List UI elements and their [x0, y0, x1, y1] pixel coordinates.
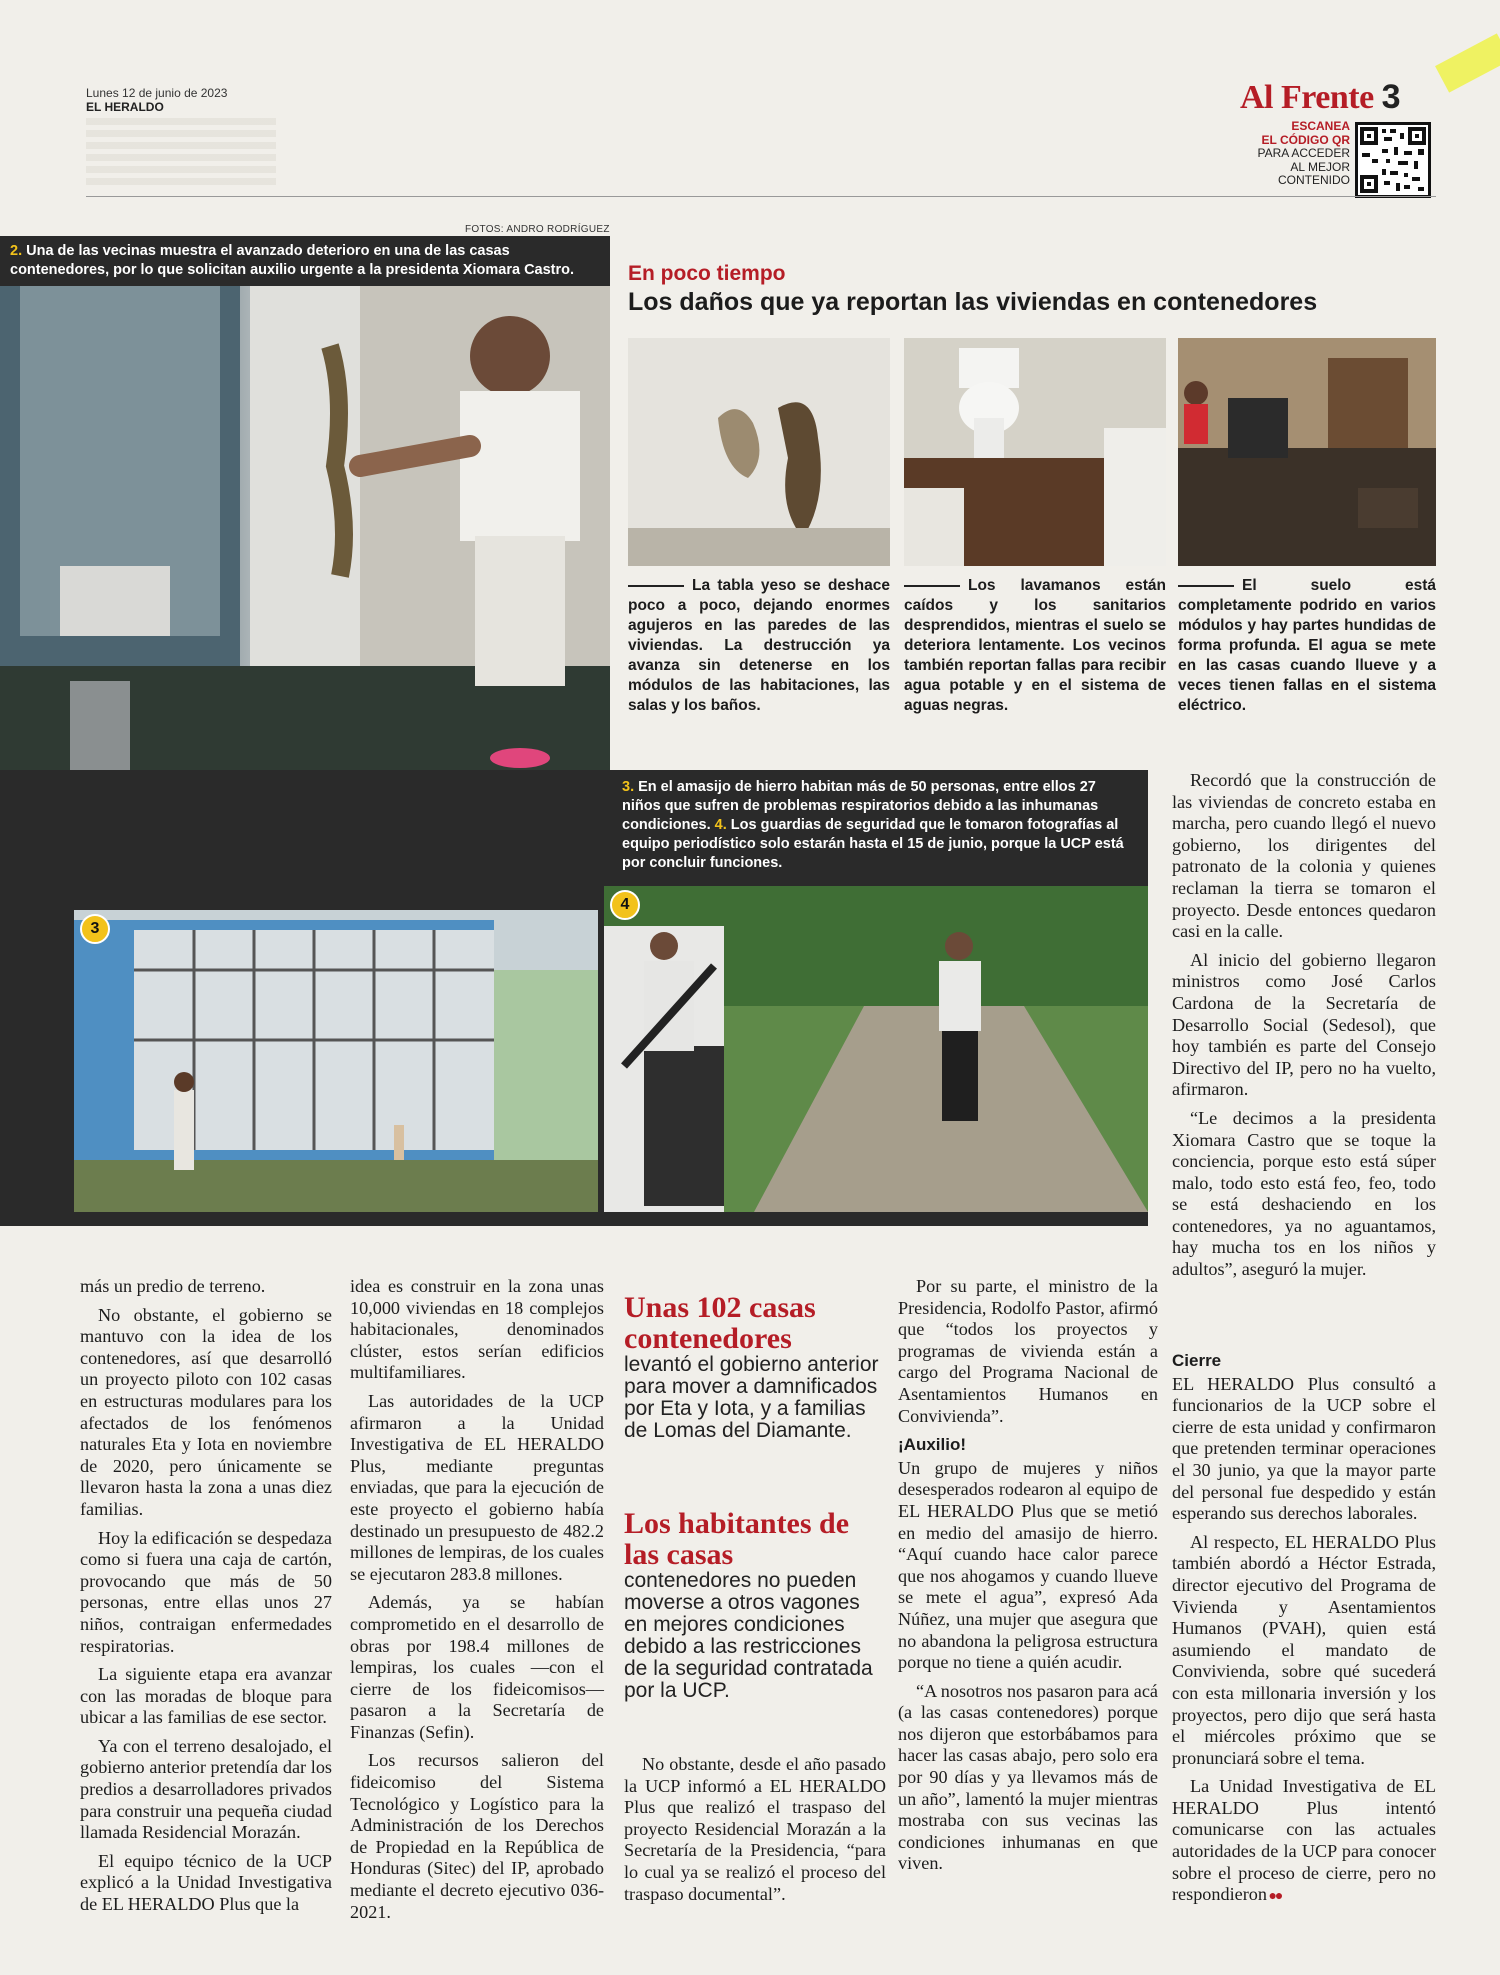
- article-column-3-bottom: [624, 1754, 886, 1912]
- pull-quote-highlight: Unas 102 casas contenedores: [624, 1291, 816, 1355]
- caption-text: El suelo está completamente podrido en varios módulos y hay partes hundidas de forma profunda. El agua se mete en las casas cuando llueve y a veces tienen fallas en el sistema eléctrico.: [1178, 577, 1436, 714]
- paragraph: “Le decimos a la presidenta Xiomara Castro que se toque la conciencia, porque esto está súper malo, todo esto está feo, feo, todo se está deshaciendo en los contenedores, ya no aguantamos, hay mucha tos en los niños y adultos”, aseguró la mujer.: [1172, 1107, 1436, 1280]
- photo-badge-3: 3: [80, 914, 110, 944]
- section-name: Al Frente: [1240, 79, 1374, 116]
- caption-rule: [904, 585, 960, 587]
- paragraph: “A nosotros nos pasaron para acá (a las casas contenedores) porque nos dijeron que estorbábamos para hacer las casas abajo, pero solo era por 90 días y ya llevamos más de un año”, lamentó la mujer mientras mostraba con sus vecinas las condiciones inhumanas en que viven.: [898, 1680, 1158, 1874]
- pull-quote-highlight: Los habitantes de las casas: [624, 1507, 850, 1571]
- caption-rule: [628, 585, 684, 587]
- caption-number: 2.: [10, 243, 23, 259]
- paragraph: La siguiente etapa era avanzar con las moradas de bloque para ubicar a las familias de ese sector.: [80, 1664, 332, 1728]
- article-column-4: [898, 1276, 1158, 1882]
- photo-security-guards: [604, 886, 1148, 1212]
- gallery-caption-1: [628, 576, 890, 716]
- photo-badge-4: 4: [610, 890, 640, 920]
- subhead: Cierre: [1172, 1351, 1222, 1370]
- paragraph: idea es construir en la zona unas 10,000 viviendas en 18 complejos habitacionales, denominados clúster, estos serían edificios multifamiliares.: [350, 1276, 604, 1383]
- pull-quote-2: [624, 1508, 886, 1702]
- page-date: Lunes 12 de junio de 2023: [86, 86, 228, 100]
- article-column-5: [1172, 1344, 1436, 1915]
- paragraph: Recordó que la construcción de las viviendas de concreto estaba en marcha, pero cuando llegó el nuevo gobierno, los dirigentes del patronato de la colonia y quienes reclaman la tierra se tomaron el proyecto. Desde entonces quedaron casi en la calle.: [1172, 770, 1436, 942]
- qr-prompt: [1225, 120, 1350, 188]
- photo-broken-toilet-art: [904, 338, 1166, 566]
- paragraph: Las autoridades de la UCP afirmaron a la Unidad Investigativa de EL HERALDO Plus, mediante preguntas enviadas, que para la ejecución de este proyecto el gobierno había destinado un presupuesto de 482.2 millones de lempiras, de los cuales se ejecutaron 283.8 millones.: [350, 1390, 604, 1584]
- caption-rule: [1178, 585, 1234, 587]
- caption-text: Una de las vecinas muestra el avanzado deterioro en una de las casas contenedores, por lo que solicitan auxilio urgente a la presidenta Xiomara Castro.: [10, 243, 575, 278]
- gallery-kicker: En poco tiempo: [628, 262, 786, 285]
- caption-number: 3.: [622, 779, 635, 795]
- page-number: 3: [1381, 78, 1401, 116]
- qr-line: PARA ACCEDER: [1257, 146, 1350, 160]
- qr-line: ESCANEA: [1291, 119, 1350, 133]
- paragraph-text: La Unidad Investigativa de EL HERALDO Plus intentó comunicarse con las actuales autoridades de la UCP para conocer sobre el proceso de cierre, pero no respondieron: [1172, 1776, 1436, 1905]
- qr-line: EL CÓDIGO QR: [1261, 132, 1350, 147]
- end-mark-icon: ●●: [1266, 1889, 1282, 1905]
- highlighter-mark: [1435, 33, 1500, 92]
- pull-quote-text: contenedores no pueden moverse a otros vagones en mejores condiciones debido a las restricciones de la seguridad contratada por la UCP.: [624, 1569, 873, 1702]
- photo-security-guards-art: [604, 886, 1148, 1212]
- qr-line: AL MEJOR: [1290, 159, 1350, 174]
- paragraph: Al respecto, EL HERALDO Plus también abordó a Héctor Estrada, director ejecutivo del Programa de Vivienda y Asentamientos Humanos (PVAH), quien está asumiendo el mandato de Convivienda, sobre qué sucederá con esta millonaria inversión y los proyectos, pero dijo que será hasta el miércoles próximo que se pronunciará sobre el tema.: [1172, 1531, 1436, 1768]
- section-title: [1240, 78, 1400, 117]
- paragraph: EL HERALDO Plus consultó a funcionarios de la UCP sobre el cierre de esta unidad y confirmaron que pretenden terminar operaciones el 30 junio, ya que la mayor parte del personal fue despedido y están esperando sus derechos laborales.: [1172, 1373, 1436, 1524]
- paragraph: Un grupo de mujeres y niños desesperados rodearon al equipo de EL HERALDO Plus que se metió en medio del amasijo de hierro. “Aquí cuando hace calor parece que nos ahogamos y cuando llueve se mete el agua”, expresó Ada Núñez, una mujer que asegura que no abandona la peligrosa estructura porque no tiene a quién acudir.: [898, 1457, 1158, 1673]
- photo-woman-pointing: [0, 236, 610, 792]
- header-rule: [86, 196, 1436, 197]
- pull-quote-1: [624, 1292, 886, 1442]
- photo-credit: FOTOS: ANDRO RODRÍGUEZ: [465, 224, 610, 235]
- photo34-caption: [614, 774, 1134, 877]
- caption-text: Los guardias de seguridad que le tomaron fotografías al equipo periodístico solo estarán hasta el 15 de junio, porque la UCP está por concluir funciones.: [622, 817, 1124, 871]
- qr-line: CONTENIDO: [1278, 173, 1350, 187]
- caption-text: La tabla yeso se deshace poco a poco, dejando enormes agujeros en las paredes de las viviendas. La destrucción ya avanza sin detenerse en los módulos de las habitaciones, las salas y los baños.: [628, 577, 890, 714]
- caption-text: En el amasijo de hierro habitan más de 50 personas, entre ellos 27 niños que sufren de problemas respiratorios debido a las inhumanas condiciones.: [622, 779, 1099, 833]
- gallery-headline: Los daños que ya reportan las viviendas en contenedores: [628, 288, 1318, 316]
- qr-code-icon: [1358, 125, 1428, 195]
- paragraph: Hoy la edificación se despedaza como si fuera una caja de cartón, provocando que más de 50 personas, entre ellas unos 27 niños, contraigan enfermedades respiratorias.: [80, 1527, 332, 1656]
- photo-rotten-floor-art: [1178, 338, 1436, 566]
- paragraph: Por su parte, el ministro de la Presidencia, Rodolfo Pastor, afirmó que “todos los proyectos y programas de vivienda están a cargo del Programa Nacional de Asentamientos Humanos en Conviviendа”.: [898, 1276, 1158, 1426]
- paragraph: No obstante, desde el año pasado la UCP informó a EL HERALDO Plus que realizó el traspaso del proyecto Residencial Morazán a la Secretaría de la Presidencia, “para lo cual ya se realizó el proceso del traspaso documental”.: [624, 1754, 886, 1904]
- paragraph: Al inicio del gobierno llegaron ministros como José Carlos Cardona de la Secretaría de Desarrollo Social (Sedesol), que hoy también es parte del Consejo Directivo del IP, pero no ha vuelto, afirmaron.: [1172, 949, 1436, 1100]
- photo-damaged-wall-art: [628, 338, 890, 566]
- article-right-column-top: [1172, 770, 1436, 1288]
- paragraph: No obstante, el gobierno se mantuvo con la idea de los contenedores, así que desarrolló un proyecto piloto con 102 casas en estructuras modulares para los afectados de los fenómenos naturales Eta y Iota en noviembre de 2020, pero únicamente se llevaron hasta la zona a unas diez familias.: [80, 1304, 332, 1519]
- photo-damaged-wall: [628, 338, 890, 566]
- photo-container-houses: [74, 910, 598, 1212]
- photo2-caption: [0, 236, 610, 286]
- gallery-caption-2: [904, 576, 1166, 716]
- photo-rotten-floor: [1178, 338, 1436, 566]
- paragraph: El equipo técnico de la UCP explicó a la Unidad Investigativa de EL HERALDO Plus que la: [80, 1850, 332, 1915]
- caption-number: 4.: [714, 817, 727, 833]
- paragraph: Además, ya se habían comprometido en el desarrollo de obras por 198.4 millones de lempiras, los cuales —con el cierre de los fideicomisos— pasaron a la Secretaría de Finanzas (Sefin).: [350, 1592, 604, 1742]
- photo-woman-pointing-art: [0, 236, 610, 792]
- photo-container-houses-art: [74, 910, 598, 1212]
- gallery-caption-3: [1178, 576, 1436, 716]
- bleed-through-text: [86, 118, 276, 188]
- paragraph: Los recursos salieron del fideicomiso del Sistema Tecnológico y Logístico para la Administración de los Derechos de Propiedad en la República de Honduras (Sitec) del IP, aprobado mediante el decreto ejecutivo 036-2021.: [350, 1750, 604, 1922]
- photo-broken-toilet: [904, 338, 1166, 566]
- paragraph: más un predio de terreno.: [80, 1276, 266, 1296]
- paragraph: Ya con el terreno desalojado, el gobierno anterior pretendía dar los predios a desarrolladores privados para construir una pequeña ciudad llamada Residencial Morazán.: [80, 1735, 332, 1843]
- caption-text: Los lavamanos están caídos y los sanitarios desprendidos, mientras el suelo se deteriora lentamente. Los vecinos también reportan fallas para recibir agua potable y en el sistema de aguas negras.: [904, 577, 1166, 714]
- article-column-1: [80, 1276, 332, 1923]
- article-column-2: [350, 1276, 604, 1930]
- qr-code[interactable]: [1355, 122, 1431, 198]
- pull-quote-text: levantó el gobierno anterior para mover a damnificados por Eta y Iota, y a familias de Lomas del Diamante.: [624, 1353, 879, 1442]
- paper-name: EL HERALDO: [86, 100, 164, 114]
- subhead: ¡Auxilio!: [898, 1435, 966, 1455]
